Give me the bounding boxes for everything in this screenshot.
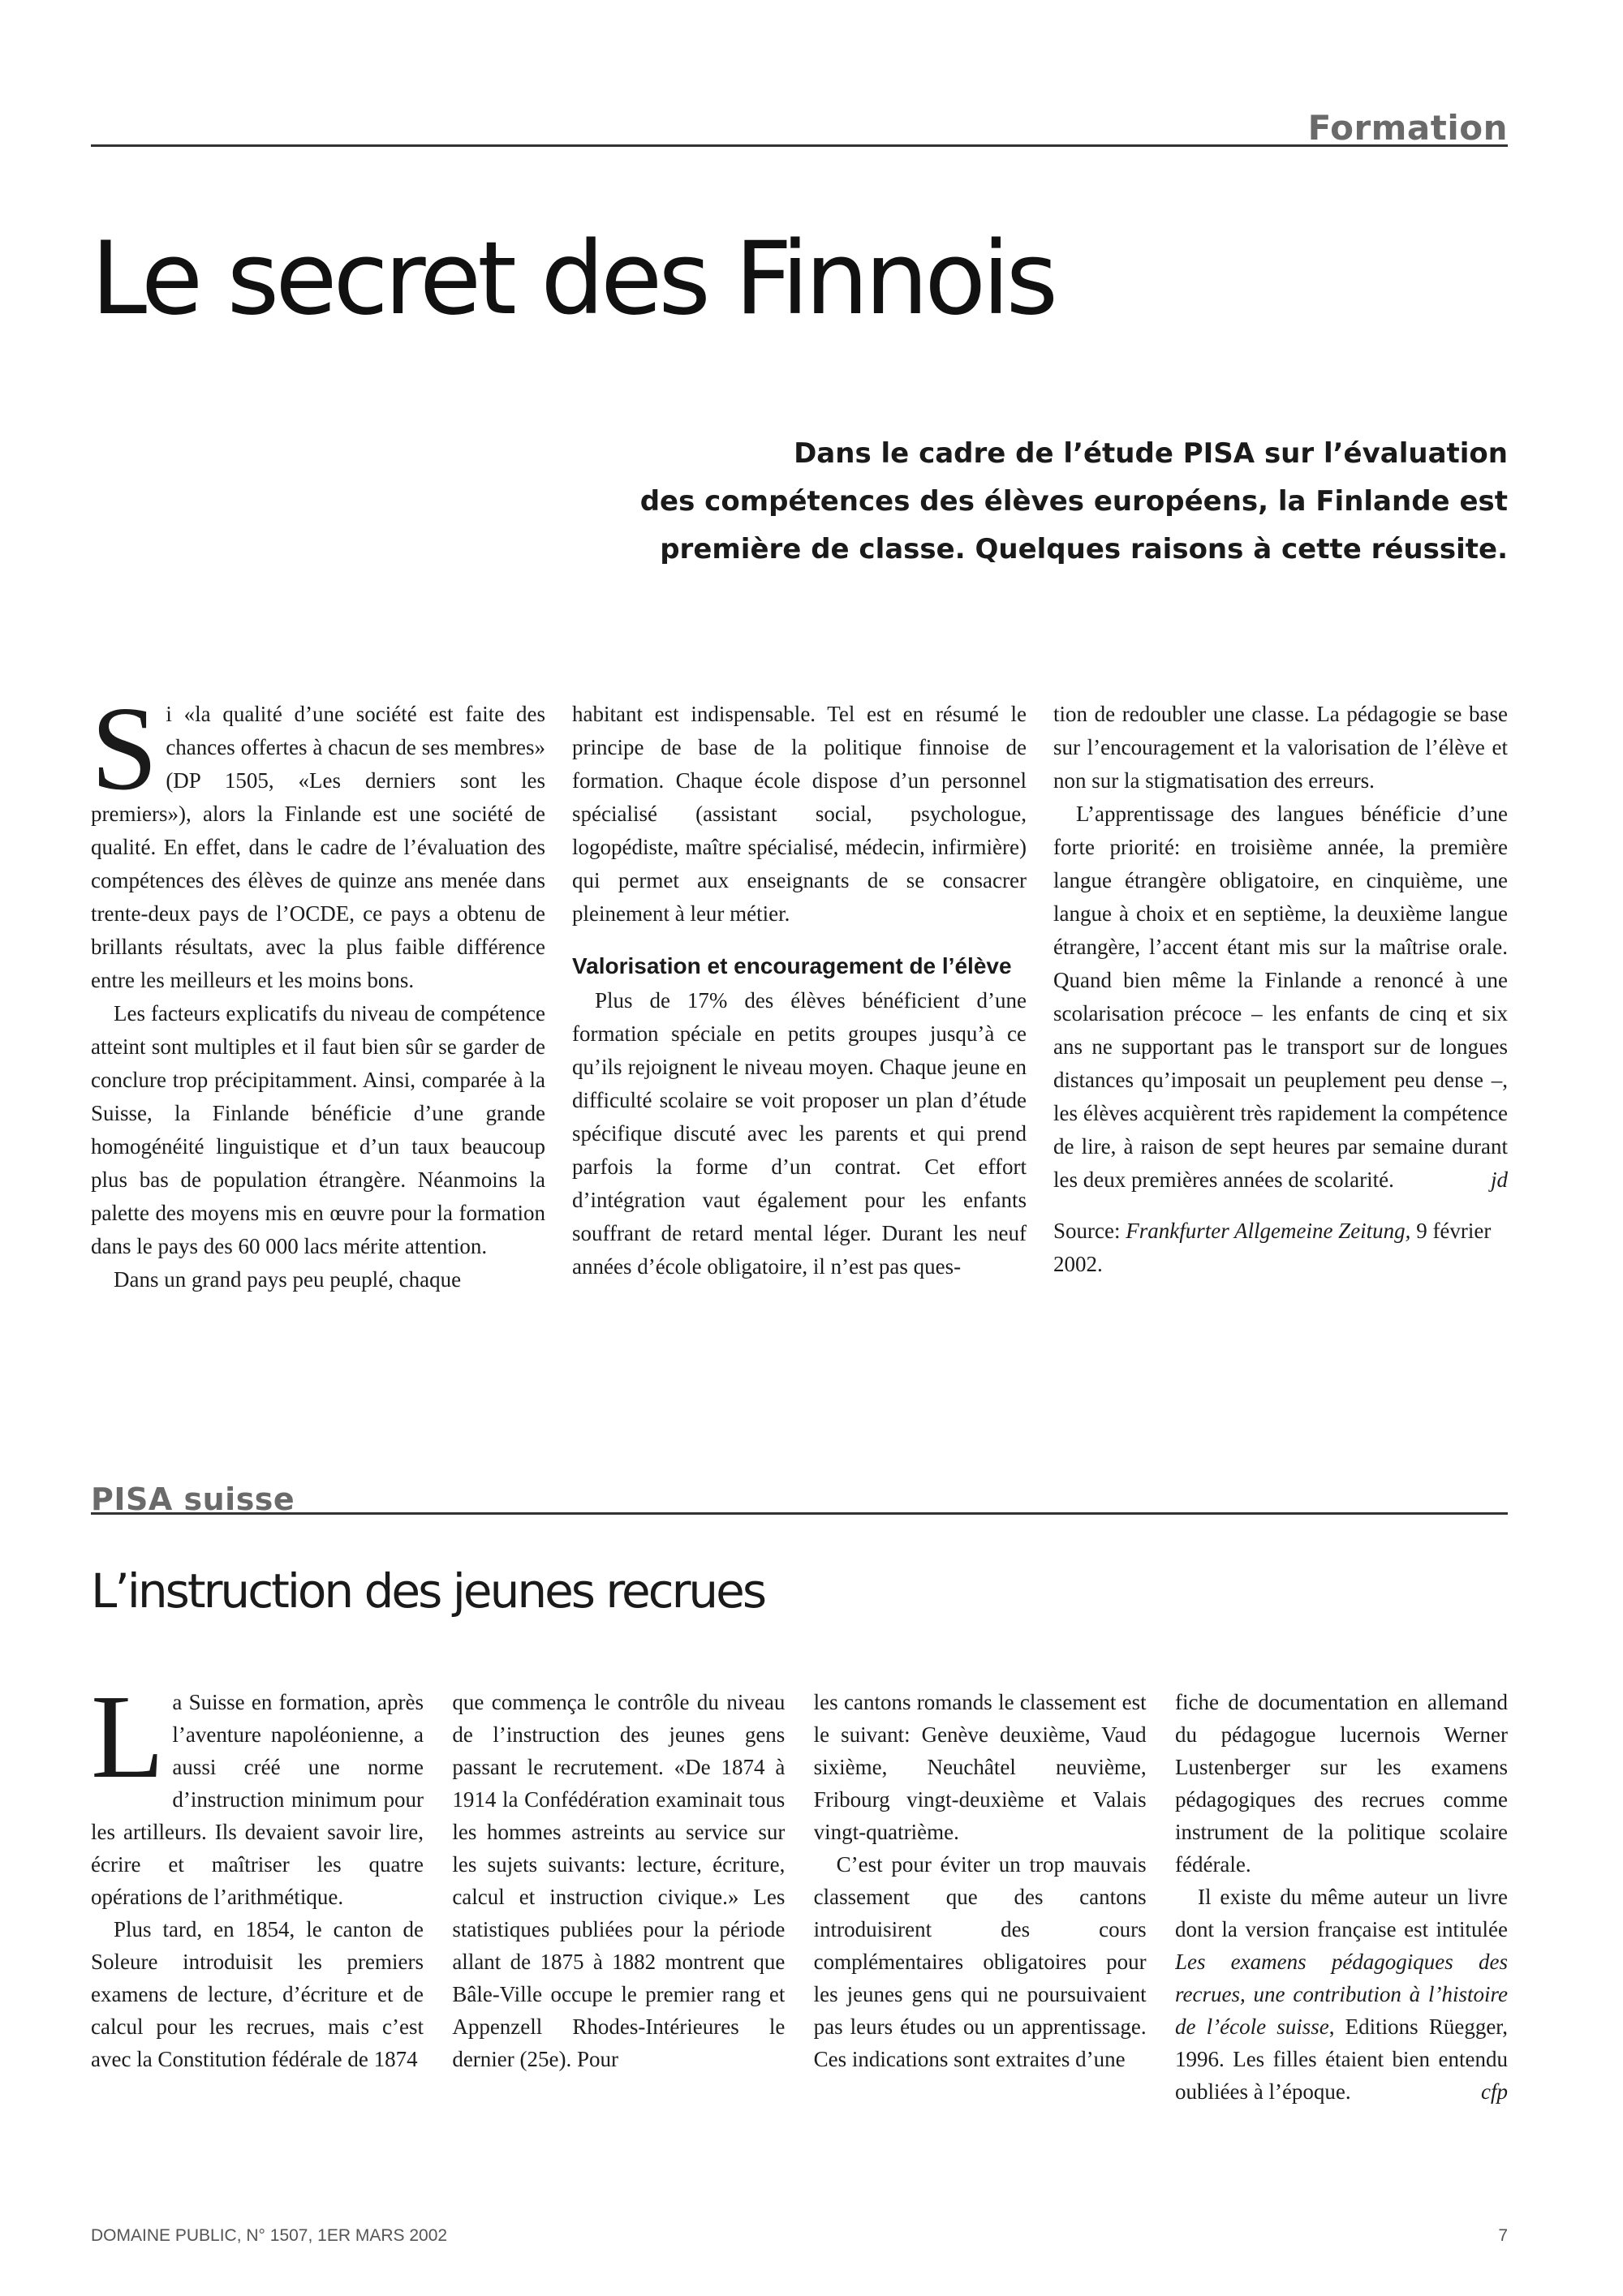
- article-column-1: [91, 698, 545, 1404]
- article-2-column-1: [91, 1686, 424, 2148]
- author-signature: cfp: [1480, 2079, 1508, 2104]
- author-signature: jd: [1490, 1167, 1508, 1192]
- book-title: Les examens pédagogiques des recrues, une contribution à l’histoire de l’école suisse: [1174, 1950, 1508, 2039]
- paragraph: habitant est indispensable. Tel est en résumé le principe de base de la politique finnoise de formation. Chaque école dispose d’un personnel spécialisé (assistant social, psychologue, logopédiste, maître spécialisé, médecin, infirmière) qui permet aux enseignants de se consacrer pleinement à leur métier.: [572, 702, 1027, 926]
- article-2-column-2: [452, 1686, 785, 2148]
- rubric-label-2: PISA suisse: [91, 1481, 295, 1517]
- lead-line-3: première de classe. Quelques raisons à cette réussite.: [660, 533, 1508, 565]
- page-number: 7: [1498, 2226, 1508, 2245]
- paragraph: Dans un grand pays peu peuplé, chaque: [114, 1267, 462, 1292]
- publication-info: DOMAINE PUBLIC, N° 1507, 1ER MARS 2002: [91, 2226, 448, 2245]
- paragraph: les cantons romands le classement est le suivant: Genève deuxième, Vaud sixième, Neuchâtel neuvième, Fribourg vingt-deuxième et Valais vingt-quatrième.: [813, 1690, 1147, 1844]
- article-2-title: L’instruction des jeunes recrues: [91, 1563, 765, 1619]
- article-column-2: [572, 698, 1027, 1404]
- paragraph: C’est pour éviter un trop mauvais classement que des cantons introduisirent des cours complémentaires obligatoires pour les jeunes gens qui ne poursuivaient pas leurs études ou un apprentissage. Ces indications sont extraites d’une: [813, 1852, 1147, 2071]
- paragraph: Les facteurs explicatifs du niveau de compétence atteint sont multiples et il faut bien sûr se garder de conclure trop précipitamment. Ainsi, comparée à la Suisse, la Finlande bénéficie d’une grande homogénéité linguistique et d’un taux beaucoup plus bas de population étrangère. Néanmoins la palette des moyens mis en œuvre pour la formation dans le pays des 60 000 lacs mérite attention.: [91, 1001, 545, 1258]
- drop-cap: L: [91, 1686, 165, 1804]
- article-2-body: [91, 1686, 1508, 2148]
- section-rubric-2: [91, 1477, 1508, 1515]
- lead-line-1: Dans le cadre de l’étude PISA sur l’évaluation: [794, 437, 1508, 470]
- lead-line-2: des compétences des élèves européens, la Finlande est: [639, 485, 1508, 518]
- article-2-column-4: [1175, 1686, 1508, 2148]
- section-rubric: [91, 104, 1508, 147]
- drop-cap: S: [91, 698, 158, 815]
- article-2-column-3: [814, 1686, 1147, 2148]
- paragraph: Si «la qualité d’une société est faite des chances offertes à chacun de ses membres» (DP 1505, «Les derniers sont les premiers»), alors la Finlande est une société de qualité. En effet, dans le cadre de l’évaluation des compétences des élèves de quinze ans menée dans trente-deux pays de l’OCDE, ce pays a obtenu de brillants résultats, avec la plus faible différence entre les meilleurs et les moins bons.: [91, 698, 545, 992]
- source-publication: Frankfurter Allgemeine Zeitung,: [1126, 1219, 1411, 1243]
- paragraph: que commença le contrôle du niveau de l’instruction des jeunes gens passant le recrutement. «De 1874 à 1914 la Confédération examinait tous les hommes astreints au service sur les sujets suivants: lecture, écriture, calcul et instruction civique.» Les statistiques publiées pour la période allant de 1875 à 1882 montrent que Bâle-Ville occupe le premier rang et Appenzell Rhodes-Intérieures le dernier (25e). Pour: [452, 1690, 786, 2071]
- paragraph: Il existe du même auteur un livre dont la version française est intitulée Les examens pédagogiques des recrues, une contribution à l’histoire de l’école suisse, Editions Rüegger, 1996. Les filles étaient bien entendu oubliées à l’époque. cfp: [1175, 1881, 1508, 2108]
- paragraph: fiche de documentation en allemand du pédagogue lucernois Werner Lustenberger sur les examens pédagogiques des recrues comme instrument de la politique scolaire fédérale.: [1174, 1690, 1508, 1877]
- article-column-3: [1053, 698, 1508, 1404]
- paragraph: L’apprentissage des langues bénéficie d’une forte priorité: en troisième année, la première langue étrangère obligatoire, en cinquième, une langue à choix et en septième, la deuxième langue étrangère, l’accent étant mis sur la maîtrise orale. Quand bien même la Finlande a renoncé à une scolarisation précoce – les enfants de cinq et six ans ne supportant pas le transport sur de longues distances qu’imposait un peuplement peu dense –, les élèves acquièrent très rapidement la compétence de lire, à raison de sept heures par semaine durant les deux premières années de scolarité. jd: [1053, 798, 1508, 1197]
- paragraph: La Suisse en formation, après l’aventure napoléonienne, a aussi créé une norme d’instruction minimum pour les artilleurs. Ils devaient savoir lire, écrire et maîtriser les quatre opérations de l’arithmétique.: [91, 1686, 424, 1909]
- subheading: Valorisation et encouragement de l’élève: [572, 953, 1012, 978]
- paragraph: tion de redoubler une classe. La pédagogie se base sur l’encouragement et la valorisation de l’élève et non sur la stigmatisation des erreurs.: [1053, 702, 1508, 793]
- rubric-label: Formation: [1307, 108, 1508, 148]
- paragraph: Plus tard, en 1854, le canton de Soleure introduisit les premiers examens de lecture, d’écriture et de calcul pour les recrues, mais c’est avec la Constitution fédérale de 1874: [91, 1917, 424, 2071]
- article-body: [91, 698, 1508, 1404]
- paragraph: Plus de 17% des élèves bénéficient d’une formation spéciale en petits groupes jusqu’à ce qu’ils rejoignent le niveau moyen. Chaque jeune en difficulté scolaire se voit proposer un plan d’étude spécifique discuté avec les parents et qui prend parfois la forme d’un contrat. Cet effort d’intégration vaut également pour les enfants souffrant de retard mental léger. Durant les neuf années d’école obligatoire, il n’est pas ques-: [572, 988, 1027, 1279]
- source-note: Source: Frankfurter Allgemeine Zeitung, 9 février 2002.: [1053, 1219, 1492, 1276]
- article-title: Le secret des Finnois: [91, 221, 1055, 338]
- article-lead: [372, 430, 1508, 574]
